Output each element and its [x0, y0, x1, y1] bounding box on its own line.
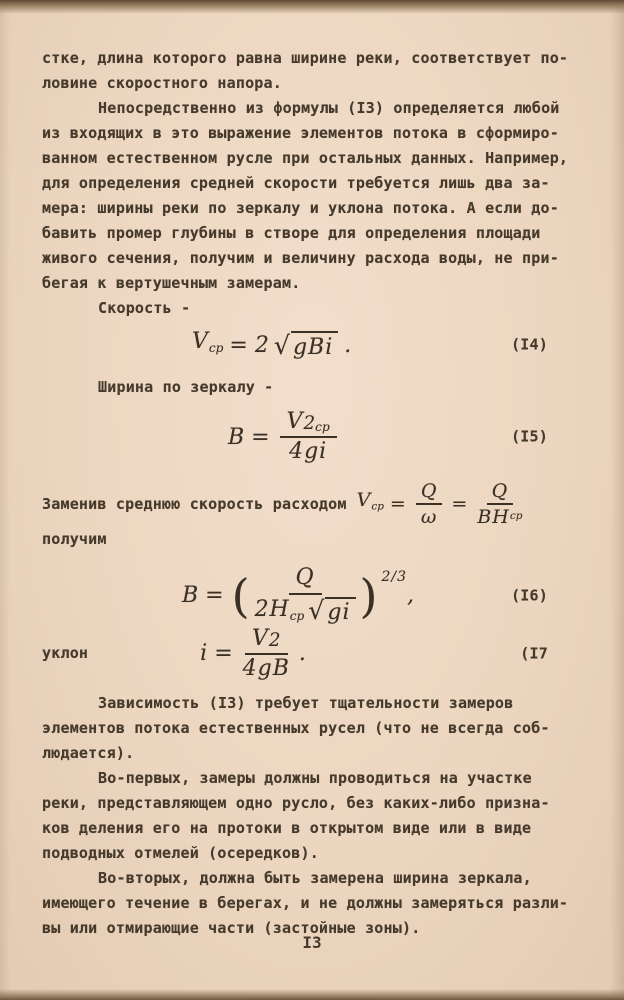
substitution-text: Заменив среднюю скорость расходом: [42, 494, 347, 513]
equals-sign: =: [251, 424, 271, 450]
text-line: реки, представляющем одно русло, без каких-либо призна-: [42, 794, 550, 813]
numerator: Q: [289, 566, 322, 594]
inline-formula-discharge: [357, 481, 526, 528]
text-line: ков деления его на протоки в открытом виде или в виде: [42, 819, 532, 838]
paragraph-continuation: [42, 46, 582, 96]
text-line: подводных отмелей (осередков).: [42, 844, 319, 863]
fraction: [477, 481, 522, 528]
punctuation: .: [298, 641, 307, 667]
formula-term: B: [228, 424, 246, 450]
punctuation: ,: [407, 583, 415, 609]
equation-number-14: (I4): [511, 335, 548, 354]
slope-line: [42, 627, 582, 681]
formula-14: [192, 329, 358, 361]
denominator: $2H_{ср}$ √ gi: [255, 595, 356, 625]
denominator: ω: [420, 505, 438, 528]
text-line: бегая к вертушечным замерам.: [42, 274, 301, 292]
coefficient: 2: [254, 332, 270, 358]
formula-15: [228, 410, 340, 464]
formula-term: i: [200, 641, 209, 667]
formula-term: B: [182, 583, 200, 609]
equation-number-17: (I7: [520, 644, 548, 663]
page-number: I3: [302, 933, 322, 952]
sqrt-argument: gBi: [291, 331, 338, 360]
numerator: Q: [487, 481, 514, 505]
formula-17: [200, 627, 313, 681]
text-line: бавить промер глубины в створе для определения площади: [42, 224, 541, 242]
text-line: вы или отмирающие части (застойные зоны).: [42, 919, 421, 938]
formula-16-row: [42, 566, 582, 624]
paragraph-formula-intro: [42, 96, 582, 296]
paragraph-first-requirement: [42, 766, 582, 866]
text-line: живого сечения, получим и величину расхода воды, не при-: [42, 249, 559, 267]
equals-sign: =: [229, 332, 249, 358]
sqrt-argument: gi: [325, 597, 355, 625]
text-line: мера: ширины реки по зеркалу и уклона потока. А если до-: [42, 199, 559, 217]
equation-number-15: (I5): [511, 427, 548, 446]
speed-label-line: Скорость -: [98, 299, 191, 317]
text-line: ловине скоростного напора.: [42, 74, 282, 92]
formula-term: $V_{ср}$: [192, 329, 224, 356]
text-line: имеющего течение в берегах, и не должны замеряться разли-: [42, 894, 569, 913]
punctuation: .: [344, 332, 353, 358]
formula-14-row: [42, 329, 582, 361]
sqrt-icon: √: [273, 330, 291, 360]
slope-label: уклон: [42, 644, 89, 663]
fraction: [416, 481, 443, 528]
numerator: V 2 ср: [280, 410, 337, 438]
width-label-line: Ширина по зеркалу -: [98, 378, 274, 397]
numerator: Q: [416, 481, 443, 505]
fraction: [243, 627, 290, 681]
text-line: людается).: [42, 744, 135, 763]
text-line: Непосредственно из формулы (I3) определяется любой: [98, 99, 560, 117]
fraction: [280, 410, 337, 464]
sqrt-icon: √: [308, 595, 326, 625]
equals-sign: =: [389, 492, 407, 515]
exponent: 2/3: [381, 569, 407, 586]
paragraph-accuracy: [42, 691, 582, 766]
poluchim-line: получим: [42, 530, 107, 549]
numerator: V 2: [245, 627, 288, 655]
equals-sign: =: [205, 583, 225, 609]
formula-16: B = ( Q $2H_{ср}$ √ gi ) 2/3 ,: [182, 565, 415, 625]
text-line: стке, длина которого равна ширине реки, соответствует по-: [42, 49, 569, 67]
denominator: 4gi: [289, 439, 328, 465]
equals-sign: =: [451, 492, 469, 515]
fraction: [255, 566, 356, 624]
denominator: BH ср: [477, 505, 523, 528]
discharge-substitution-line: [42, 481, 582, 528]
text-line: элементов потока естественных русел (что не всегда соб-: [42, 719, 550, 738]
text-line: ванном естественном русле при остальных данных. Например,: [42, 149, 569, 167]
formula-15-row: [42, 410, 582, 464]
equation-number-16: (I6): [511, 586, 548, 605]
text-line: из входящих в это выражение элементов потока в сформиро-: [42, 124, 559, 142]
denominator: 4gB: [242, 655, 290, 681]
text-line: Во-вторых, должна быть замерена ширина зеркала,: [98, 869, 532, 888]
paragraph-second-requirement: [42, 866, 582, 941]
text-line: Во-первых, замеры должны проводиться на участке: [98, 769, 532, 788]
formula-term: $V_{ср}$: [356, 489, 384, 513]
equals-sign: =: [214, 641, 234, 667]
text-line: Зависимость (I3) требует тщательности замеров: [98, 694, 514, 713]
text-line: для определения средней скорости требуется лишь два за-: [42, 174, 550, 192]
